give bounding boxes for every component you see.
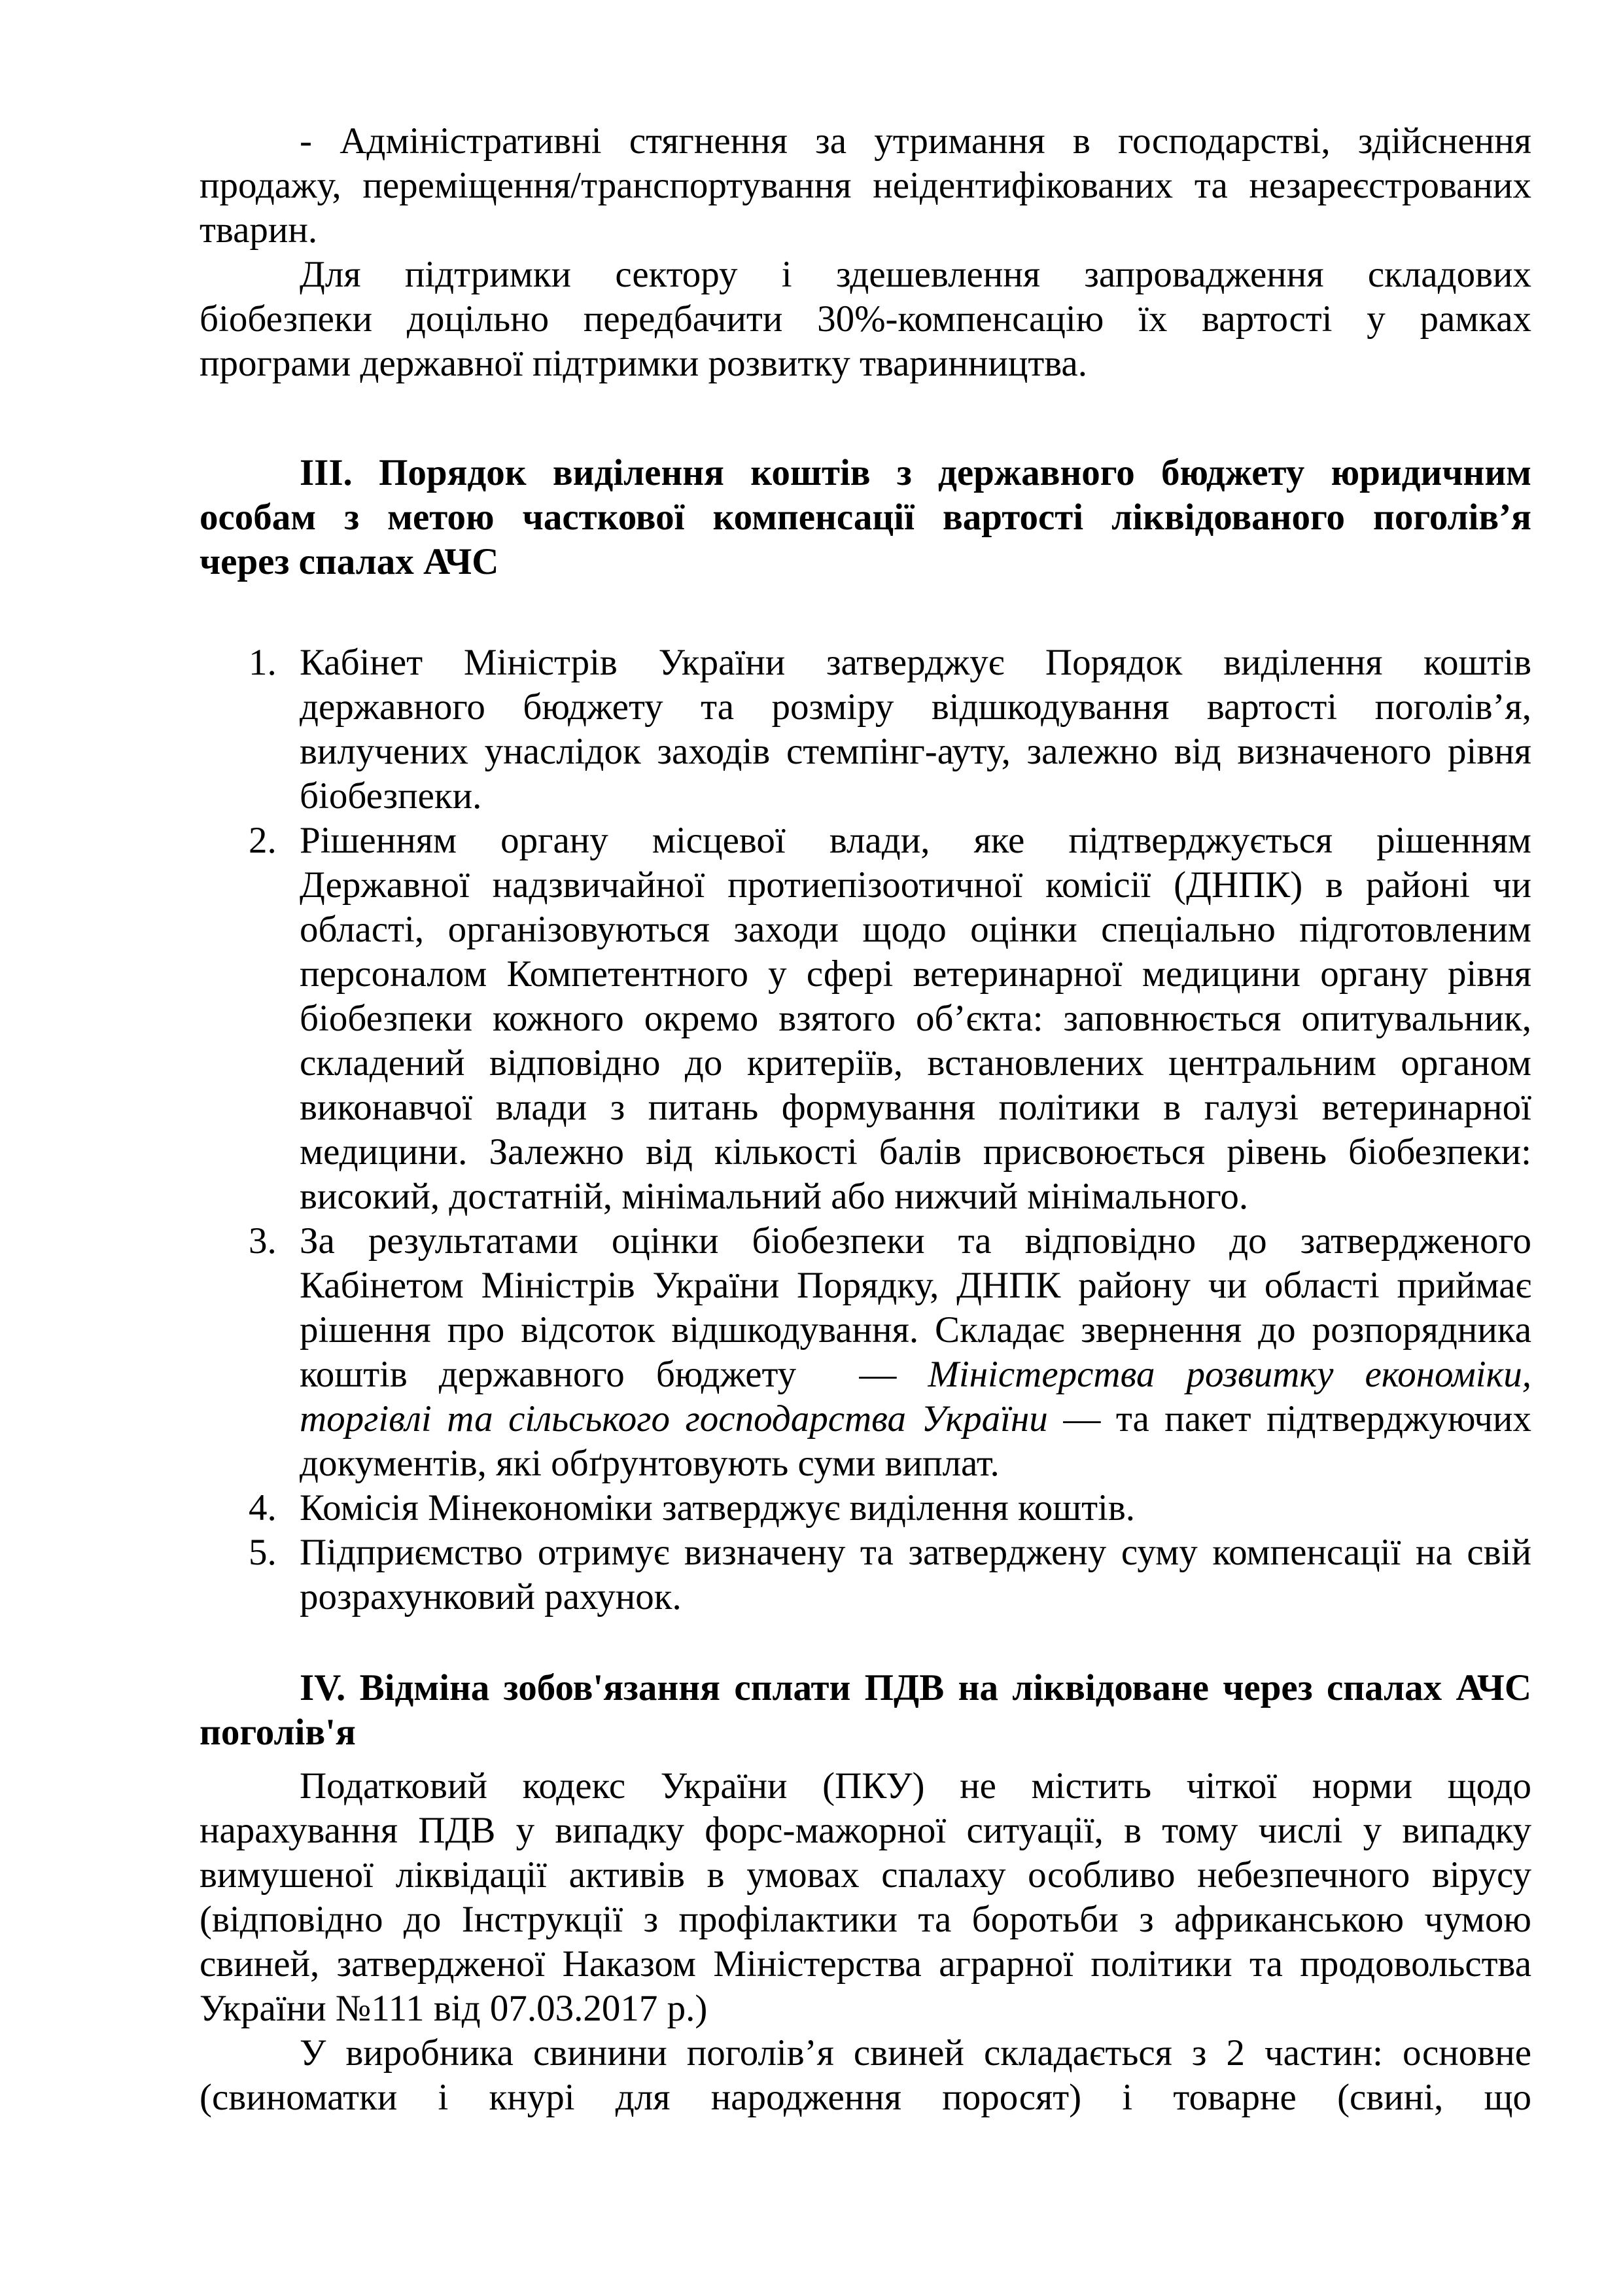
text-line (300, 641, 1531, 685)
list-marker: 1. (249, 642, 277, 683)
text-run: Державної надзвичайної протиепізоотичної комісії (ДНПК) в районі чи (300, 864, 1531, 906)
text-line (300, 819, 1531, 863)
text-line (200, 1987, 1531, 2031)
list-item-3 (200, 1219, 1531, 1486)
list-item-5 (200, 1530, 1531, 1619)
text-line (200, 342, 1531, 386)
text-run: У виробника свинини поголів’я свиней складається з 2 частин: основне (300, 2032, 1531, 2074)
text-line (300, 908, 1531, 952)
list-item-2 (200, 819, 1531, 1219)
section-iii-heading (200, 451, 1531, 584)
text-line (200, 297, 1531, 342)
text-run: (відповідно до Інструкції з профілактики та боротьби з африканською чумою (200, 1899, 1531, 1940)
text-line (200, 164, 1531, 208)
text-line (300, 685, 1531, 730)
text-run: нарахування ПДВ у випадку форс-мажорної ситуації, в тому числі у випадку (200, 1810, 1531, 1851)
text-line (300, 1041, 1531, 1086)
text-run: високий, достатній, мінімальний або нижчий мінімального. (300, 1176, 1249, 1217)
text-line (300, 1397, 1531, 1441)
text-run: медицини. Залежно від кількості балів присвоюється рівень біобезпеки: (300, 1131, 1531, 1173)
text-run: Кабінет Міністрів України затверджує Порядок виділення коштів (300, 642, 1531, 683)
list-marker: 3. (249, 1220, 277, 1262)
text-run: складений відповідно до критеріїв, встановлених центральним органом (300, 1042, 1531, 1084)
text-line (300, 863, 1531, 908)
text-run: Кабінетом Міністрів України Порядку, ДНПК району чи області приймає (300, 1265, 1531, 1306)
text-run: біобезпеки. (300, 775, 482, 817)
text-line (300, 1086, 1531, 1130)
text-line (200, 1809, 1531, 1853)
text-run: через спалах АЧС (200, 541, 499, 582)
document-content (200, 119, 1531, 2120)
text-line (300, 1441, 1531, 1486)
text-line (300, 774, 1531, 819)
text-line (300, 952, 1531, 997)
text-line (300, 1219, 1531, 1263)
text-line (300, 1352, 1531, 1397)
text-run: вимушеної ліквідації активів в умовах спалаху особливо небезпечного вірусу (200, 1854, 1531, 1896)
text-run: Податковий кодекс України (ПКУ) не містить чіткої норми щодо (300, 1765, 1531, 1807)
text-run: програми державної підтримки розвитку тваринництва. (200, 343, 1087, 384)
text-run: Підприємство отримує визначену та затверджену суму компенсації на свій (300, 1532, 1531, 1573)
para-admin-penalties (200, 119, 1531, 253)
text-line (300, 1174, 1531, 1219)
text-line (300, 1486, 1531, 1530)
list-marker: 5. (249, 1532, 277, 1573)
text-run: IV. Відміна зобов'язання сплати ПДВ на ліквідоване через спалах АЧС (300, 1667, 1531, 1708)
list-marker: 2. (249, 820, 277, 861)
text-run: рішення про відсоток відшкодування. Складає звернення до розпорядника (300, 1309, 1531, 1351)
text-line (200, 253, 1531, 297)
text-run: За результатами оцінки біобезпеки та відповідно до затвердженого (300, 1220, 1531, 1262)
text-run: вилучених унаслідок заходів стемпінг-ауту, залежно від визначеного рівня (300, 731, 1531, 772)
text-run: персоналом Компетентного у сфері ветеринарної медицини органу рівня (300, 953, 1531, 995)
list-item-4 (200, 1486, 1531, 1530)
text-run: розрахунковий рахунок. (300, 1576, 682, 1617)
text-run: документів, які обґрунтовують суми виплат. (300, 1443, 1000, 1484)
text-line (200, 540, 1531, 584)
text-run: коштів державного бюджету — (300, 1354, 928, 1395)
para-sector-support (200, 253, 1531, 386)
text-line (200, 451, 1531, 495)
text-line (200, 1853, 1531, 1898)
text-line (200, 208, 1531, 253)
text-run: (свиноматки і кнурі для народження поросят) і товарне (свині, що (200, 2077, 1531, 2118)
section-iv-heading (200, 1666, 1531, 1755)
text-line (200, 2075, 1531, 2120)
text-run: біобезпеки кожного окремо взятого об’єкта: заповнюється опитувальник, (300, 998, 1531, 1039)
para-pig-herd (200, 2031, 1531, 2120)
text-line (300, 1130, 1531, 1174)
text-run: тварин. (200, 209, 318, 251)
text-run: виконавчої влади з питань формування політики в галузі ветеринарної (300, 1087, 1531, 1128)
text-line (200, 1666, 1531, 1710)
text-line (200, 1898, 1531, 1942)
text-run: - Адміністративні стягнення за утримання в господарстві, здійснення (300, 120, 1531, 162)
text-run: III. Порядок виділення коштів з державного бюджету юридичним (300, 452, 1531, 493)
text-line (300, 1263, 1531, 1308)
italic-text-run: Міністерства розвитку економіки, (928, 1354, 1532, 1395)
text-line (200, 1942, 1531, 1987)
text-run: Для підтримки сектору і здешевлення запровадження складових (300, 254, 1531, 295)
list-item-1 (200, 641, 1531, 819)
text-run: продажу, переміщення/транспортування неідентифікованих та незареєстрованих (200, 165, 1531, 206)
text-run: свиней, затвердженої Наказом Міністерства аграрної політики та продовольства (200, 1943, 1531, 1985)
list-marker: 4. (249, 1487, 277, 1528)
text-line (200, 1710, 1531, 1755)
text-run: України №111 від 07.03.2017 р.) (200, 1988, 708, 2029)
text-run: біобезпеки доцільно передбачити 30%-компенсацію їх вартості у рамках (200, 298, 1531, 340)
text-run: особам з метою часткової компенсації вартості ліквідованого поголів’я (200, 497, 1531, 538)
text-run: — та пакет підтверджуючих (1047, 1398, 1531, 1439)
text-line (300, 997, 1531, 1041)
text-run: Комісія Мінекономіки затверджує виділення коштів. (300, 1487, 1136, 1528)
text-line (300, 1308, 1531, 1352)
text-run: Рішенням органу місцевої влади, яке підтверджується рішенням (300, 820, 1531, 861)
text-run: області, організовуються заходи щодо оцінки спеціально підготовленим (300, 909, 1531, 950)
text-line (300, 1530, 1531, 1575)
text-run: поголів'я (200, 1712, 356, 1753)
text-line (300, 1575, 1531, 1619)
text-line (300, 730, 1531, 774)
text-line (200, 1764, 1531, 1809)
para-tax-code (200, 1764, 1531, 2031)
italic-text-run: торгівлі та сільського господарства України (300, 1398, 1048, 1439)
text-line (200, 2031, 1531, 2075)
text-line (200, 495, 1531, 540)
text-line (200, 119, 1531, 164)
text-run: державного бюджету та розміру відшкодування вартості поголів’я, (300, 686, 1531, 728)
